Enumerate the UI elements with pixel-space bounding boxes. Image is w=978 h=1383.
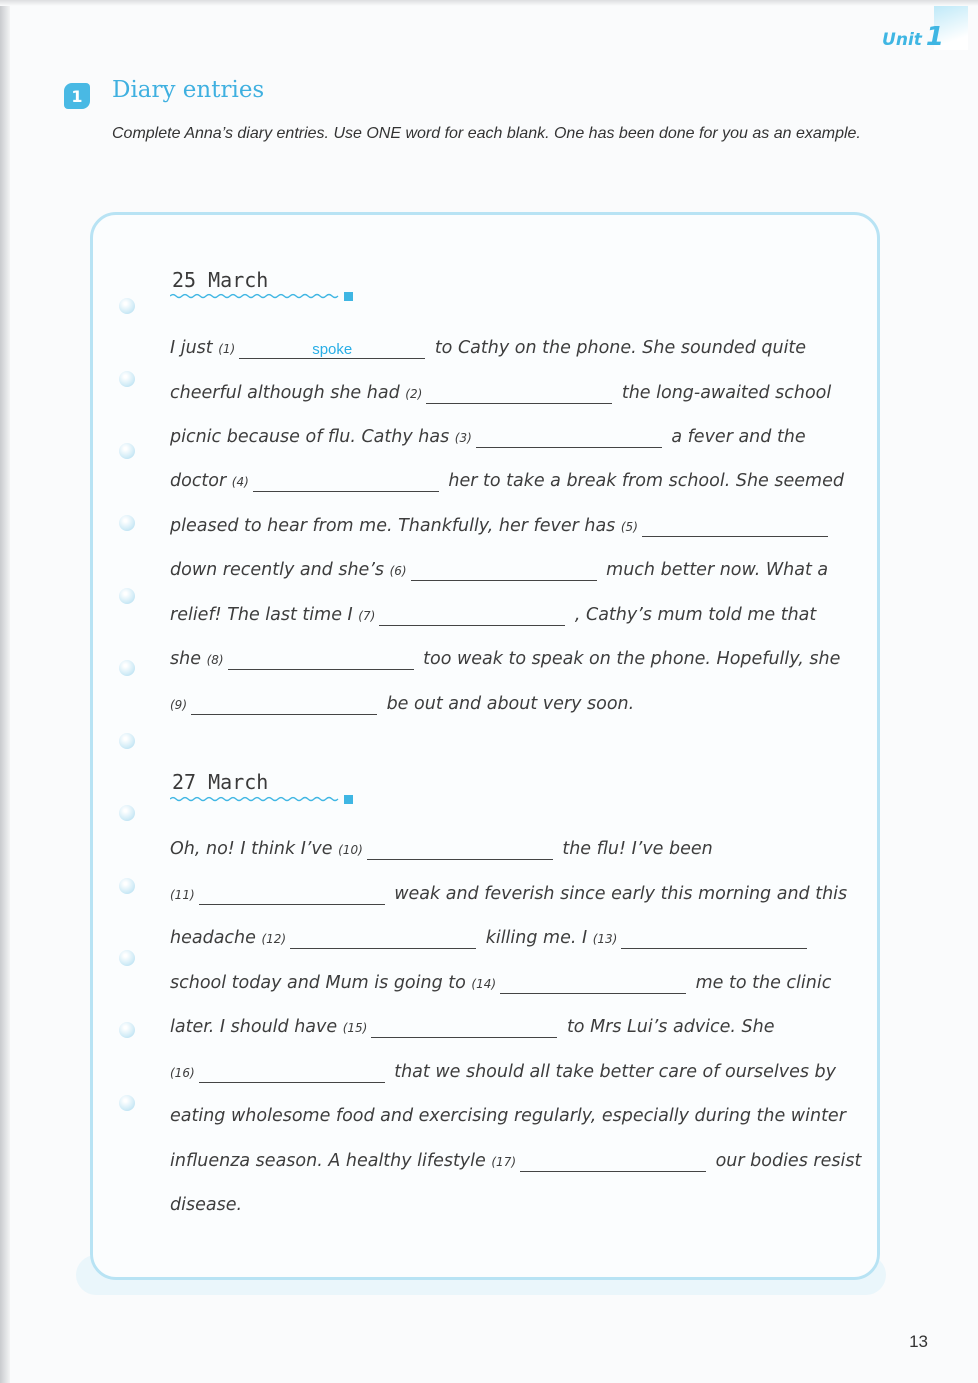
answer-blank-15[interactable] xyxy=(371,1015,557,1038)
blank-number: (11) xyxy=(170,888,195,902)
date-underline-wave xyxy=(170,292,356,302)
diary-line: eating wholesome food and exercising regularly, especially during the winter xyxy=(170,1106,846,1126)
answer-blank-13[interactable] xyxy=(621,926,807,949)
answer-blank-14[interactable] xyxy=(500,971,686,994)
binder-ring-icon xyxy=(119,805,135,821)
diary-line: pleased to hear from me. Thankfully, her fever has (5) xyxy=(170,504,832,548)
diary-line: she (8) too weak to speak on the phone. Hopefully, she xyxy=(170,649,841,669)
section-title: Diary entries xyxy=(112,77,265,103)
binder-ring-icon xyxy=(119,660,135,676)
answer-blank-16[interactable] xyxy=(199,1060,385,1083)
binder-ring-icon xyxy=(119,371,135,387)
blank-number: (14) xyxy=(471,977,497,991)
blank-number: (13) xyxy=(592,932,618,946)
blank-number: (3) xyxy=(454,431,472,445)
date-underline-wave xyxy=(170,795,356,805)
answer-blank-6[interactable] xyxy=(411,558,597,581)
answer-blank-3[interactable] xyxy=(476,425,662,448)
answer-blank-4[interactable] xyxy=(253,469,439,492)
unit-label: Unit xyxy=(882,30,922,50)
blank-number: (4) xyxy=(231,475,249,489)
diary-line: school today and Mum is going to (14) me to the clinic xyxy=(170,973,832,993)
page-top-shadow xyxy=(0,0,978,6)
answer-blank-7[interactable] xyxy=(379,603,565,626)
unit-tag xyxy=(882,22,944,52)
answer-blank-2[interactable] xyxy=(426,381,612,404)
unit-number: 1 xyxy=(925,22,944,52)
diary-line: doctor (4) her to take a break from school. She seemed xyxy=(170,471,844,491)
blank-number: (15) xyxy=(342,1021,368,1035)
binder-ring-icon xyxy=(119,1022,135,1038)
answer-blank-5[interactable] xyxy=(642,514,828,537)
blank-number: (16) xyxy=(170,1066,195,1080)
diary-line: relief! The last time I (7) , Cathy’s mum told me that xyxy=(170,605,817,625)
diary-line: Oh, no! I think I’ve (10) the flu! I’ve been xyxy=(170,839,713,859)
example-answer: spoke xyxy=(312,341,353,358)
diary-line: (9) be out and about very soon. xyxy=(170,694,635,714)
answer-blank-8[interactable] xyxy=(228,647,414,670)
diary-line: headache (12) killing me. I (13) xyxy=(170,916,811,960)
blank-number: (17) xyxy=(491,1155,517,1169)
answer-blank-1[interactable] xyxy=(239,336,425,359)
blank-number: (8) xyxy=(206,653,224,667)
diary-line: cheerful although she had (2) the long-awaited school xyxy=(170,383,832,403)
diary-line: later. I should have (15) to Mrs Lui’s advice. She xyxy=(170,1017,775,1037)
binder-ring-icon xyxy=(119,733,135,749)
diary-line: (16) that we should all take better care of ourselves by xyxy=(170,1062,836,1082)
instructions-text: Complete Anna’s diary entries. Use ONE word for each blank. One has been done for you as an example. xyxy=(112,125,861,142)
blank-number: (1) xyxy=(218,342,236,356)
entry-date-25-march: 25 March xyxy=(172,268,269,292)
blank-number: (10) xyxy=(338,843,363,857)
binder-ring-icon xyxy=(119,588,135,604)
binder-ring-icon xyxy=(119,878,135,894)
entry-date-27-march: 27 March xyxy=(172,770,269,794)
binder-ring-icon xyxy=(119,1095,135,1111)
section-number-badge: 1 xyxy=(64,83,90,109)
diary-line: down recently and she’s (6) much better now. What a xyxy=(170,560,829,580)
diary-line: (11) weak and feverish since early this morning and this xyxy=(170,884,848,904)
diary-line: disease. xyxy=(170,1195,243,1215)
binder-ring-icon xyxy=(119,515,135,531)
answer-blank-10[interactable] xyxy=(367,837,553,860)
diary-line: I just (1) spoke to Cathy on the phone. She sounded quite xyxy=(170,326,806,370)
binder-ring-icon xyxy=(119,950,135,966)
answer-blank-12[interactable] xyxy=(290,926,476,949)
blank-number: (7) xyxy=(358,609,376,623)
answer-blank-9[interactable] xyxy=(191,692,377,715)
binder-ring-icon xyxy=(119,443,135,459)
blank-number: (9) xyxy=(170,698,187,712)
answer-blank-17[interactable] xyxy=(520,1149,706,1172)
blank-number: (2) xyxy=(405,387,423,401)
answer-blank-11[interactable] xyxy=(199,882,385,905)
blank-number: (5) xyxy=(620,520,638,534)
diary-line: picnic because of flu. Cathy has (3) a fever and the xyxy=(170,427,806,447)
blank-number: (12) xyxy=(261,932,287,946)
page-edge-shadow xyxy=(0,0,10,1383)
binder-ring-icon xyxy=(119,298,135,314)
blank-number: (6) xyxy=(389,564,407,578)
page-number: 13 xyxy=(909,1332,928,1351)
diary-line: influenza season. A healthy lifestyle (17) our bodies resist xyxy=(170,1151,862,1171)
